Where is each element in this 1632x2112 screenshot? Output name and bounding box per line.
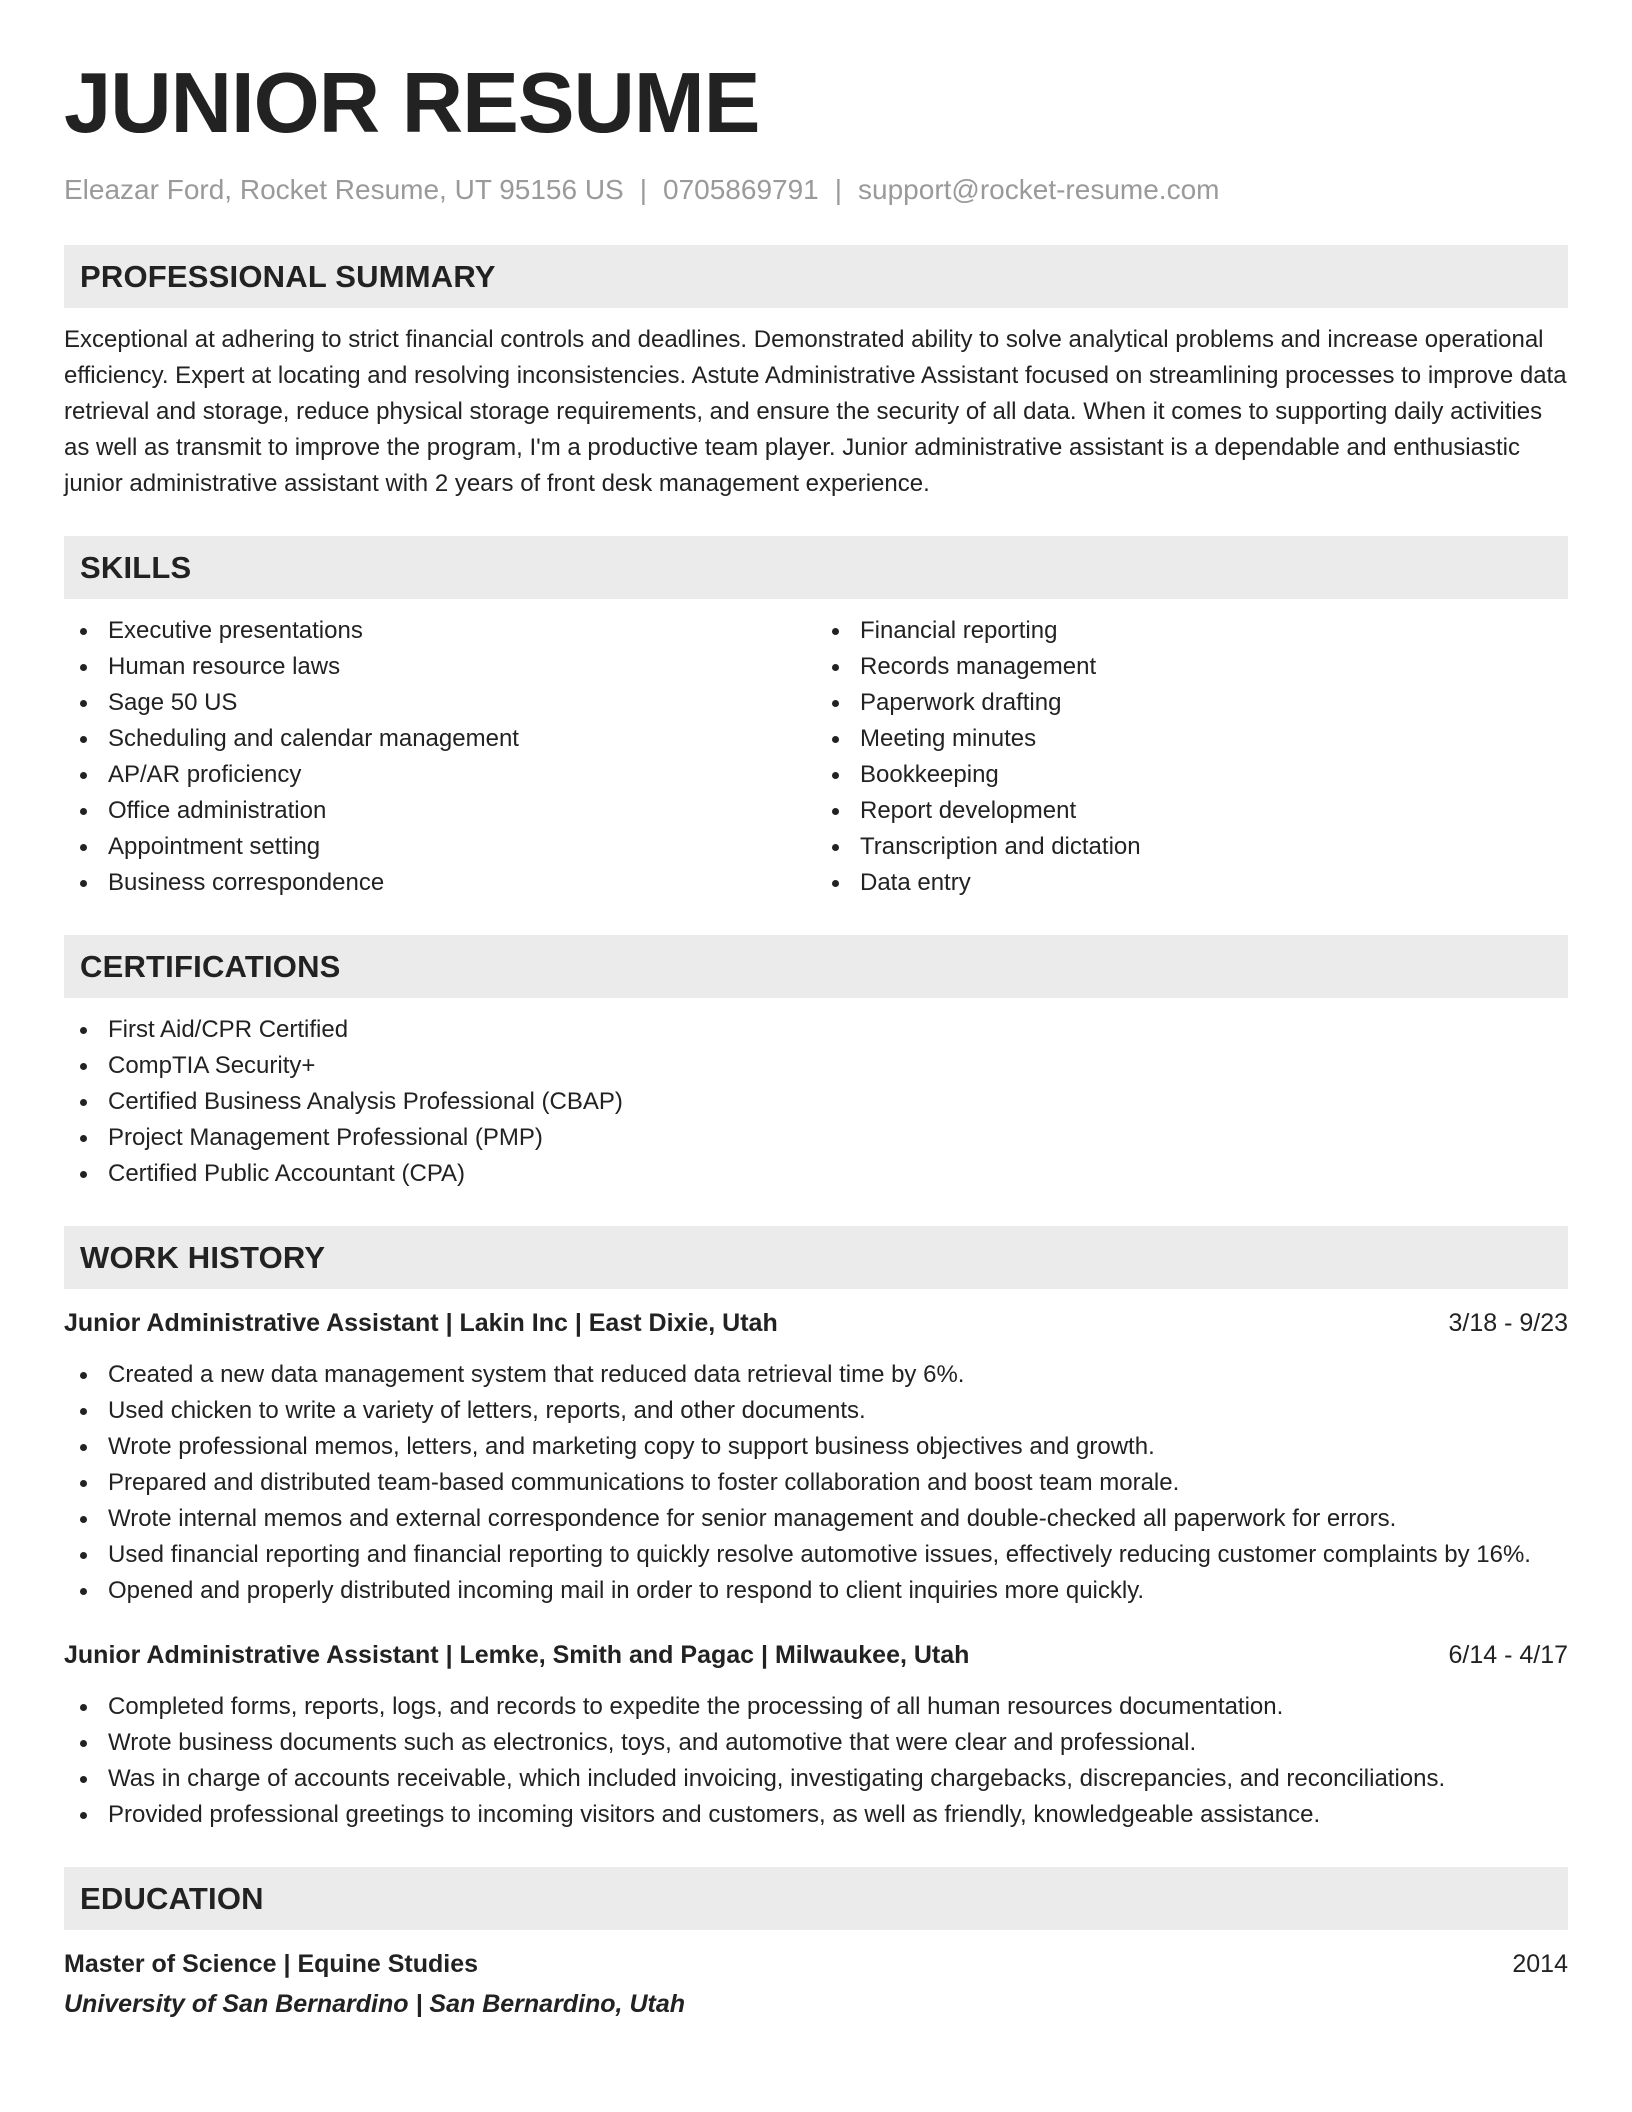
education-header (64, 1946, 1568, 1982)
skill-item: Business correspondence (64, 865, 816, 901)
skill-item: Paperwork drafting (816, 685, 1568, 721)
job-bullet: Used financial reporting and financial reporting to quickly resolve automotive issues, effectively reducing customer complaints by 16%. (64, 1537, 1568, 1573)
skills-column-left (64, 613, 816, 901)
job-bullet: Wrote internal memos and external correspondence for senior management and double-checked all paperwork for errors. (64, 1501, 1568, 1537)
skill-item: Appointment setting (64, 829, 816, 865)
skill-item: Records management (816, 649, 1568, 685)
skills-column-right (816, 613, 1568, 901)
education-year: 2014 (1512, 1950, 1568, 1978)
skill-item: Data entry (816, 865, 1568, 901)
certification-item: First Aid/CPR Certified (64, 1012, 1568, 1048)
contact-separator: | (639, 174, 648, 205)
contact-email: support@rocket-resume.com (858, 174, 1220, 205)
skill-item: Report development (816, 793, 1568, 829)
job-title: Junior Administrative Assistant | Lakin Inc | East Dixie, Utah (64, 1309, 778, 1337)
skill-item: Scheduling and calendar management (64, 721, 816, 757)
contact-separator: | (834, 174, 843, 205)
skill-item: AP/AR proficiency (64, 757, 816, 793)
certifications-heading: CERTIFICATIONS (64, 935, 1568, 998)
job-bullet: Wrote business documents such as electronics, toys, and automotive that were clear and professional. (64, 1725, 1568, 1761)
certification-item: CompTIA Security+ (64, 1048, 1568, 1084)
certification-item: Project Management Professional (PMP) (64, 1120, 1568, 1156)
contact-phone: 0705869791 (663, 174, 819, 205)
skill-item: Bookkeeping (816, 757, 1568, 793)
summary-text: Exceptional at adhering to strict financial controls and deadlines. Demonstrated ability to solve analytical problems and increase operational efficiency. Expert at locating and resolving inconsistencies. Astute Administrative Assistant focused on streamlining processes to improve data retrieval and storage, reduce physical storage requirements, and ensure the security of all data. When it comes to supporting daily activities as well as transmit to improve the program, I'm a productive team player. Junior administrative assistant is a dependable and enthusiastic junior administrative assistant with 2 years of front desk management experience. (64, 326, 1567, 497)
job-bullet: Created a new data management system that reduced data retrieval time by 6%. (64, 1357, 1568, 1393)
job-header (64, 1637, 1568, 1673)
certification-item: Certified Public Accountant (CPA) (64, 1156, 1568, 1192)
job-bullet: Used chicken to write a variety of letters, reports, and other documents. (64, 1393, 1568, 1429)
education-entry (64, 1946, 1568, 2022)
skill-item: Office administration (64, 793, 816, 829)
job-bullet: Prepared and distributed team-based communications to foster collaboration and boost team morale. (64, 1465, 1568, 1501)
work-history-heading: WORK HISTORY (64, 1226, 1568, 1289)
job-entry (64, 1305, 1568, 1609)
job-entry (64, 1637, 1568, 1833)
education-school: University of San Bernardino | San Bernardino, Utah (64, 1990, 685, 2018)
job-title: Junior Administrative Assistant | Lemke, Smith and Pagac | Milwaukee, Utah (64, 1641, 970, 1669)
skill-item: Executive presentations (64, 613, 816, 649)
resume-title: JUNIOR RESUME (64, 56, 760, 151)
education-degree: Master of Science | Equine Studies (64, 1950, 479, 1978)
skills-heading: SKILLS (64, 536, 1568, 599)
skill-item: Sage 50 US (64, 685, 816, 721)
certification-item: Certified Business Analysis Professional (CBAP) (64, 1084, 1568, 1120)
job-bullet: Provided professional greetings to incoming visitors and customers, as well as friendly, knowledgeable assistance. (64, 1797, 1568, 1833)
skill-item: Meeting minutes (816, 721, 1568, 757)
job-bullets (64, 1357, 1568, 1609)
skill-item: Transcription and dictation (816, 829, 1568, 865)
job-bullets (64, 1689, 1568, 1833)
job-bullet: Was in charge of accounts receivable, which included invoicing, investigating chargebacks, discrepancies, and reconciliations. (64, 1761, 1568, 1797)
job-dates: 3/18 - 9/23 (1448, 1309, 1568, 1337)
skill-item: Human resource laws (64, 649, 816, 685)
certifications-list (64, 1012, 1568, 1192)
summary-heading: PROFESSIONAL SUMMARY (64, 245, 1568, 308)
job-dates: 6/14 - 4/17 (1448, 1641, 1568, 1669)
skill-item: Financial reporting (816, 613, 1568, 649)
job-bullet: Opened and properly distributed incoming mail in order to respond to client inquiries more quickly. (64, 1573, 1568, 1609)
job-bullet: Wrote professional memos, letters, and marketing copy to support business objectives and growth. (64, 1429, 1568, 1465)
skills-grid (64, 613, 1568, 901)
contact-address: Eleazar Ford, Rocket Resume, UT 95156 US (64, 174, 624, 205)
contact-line (64, 172, 1568, 208)
education-heading: EDUCATION (64, 1867, 1568, 1930)
job-header (64, 1305, 1568, 1341)
job-bullet: Completed forms, reports, logs, and records to expedite the processing of all human resources documentation. (64, 1689, 1568, 1725)
